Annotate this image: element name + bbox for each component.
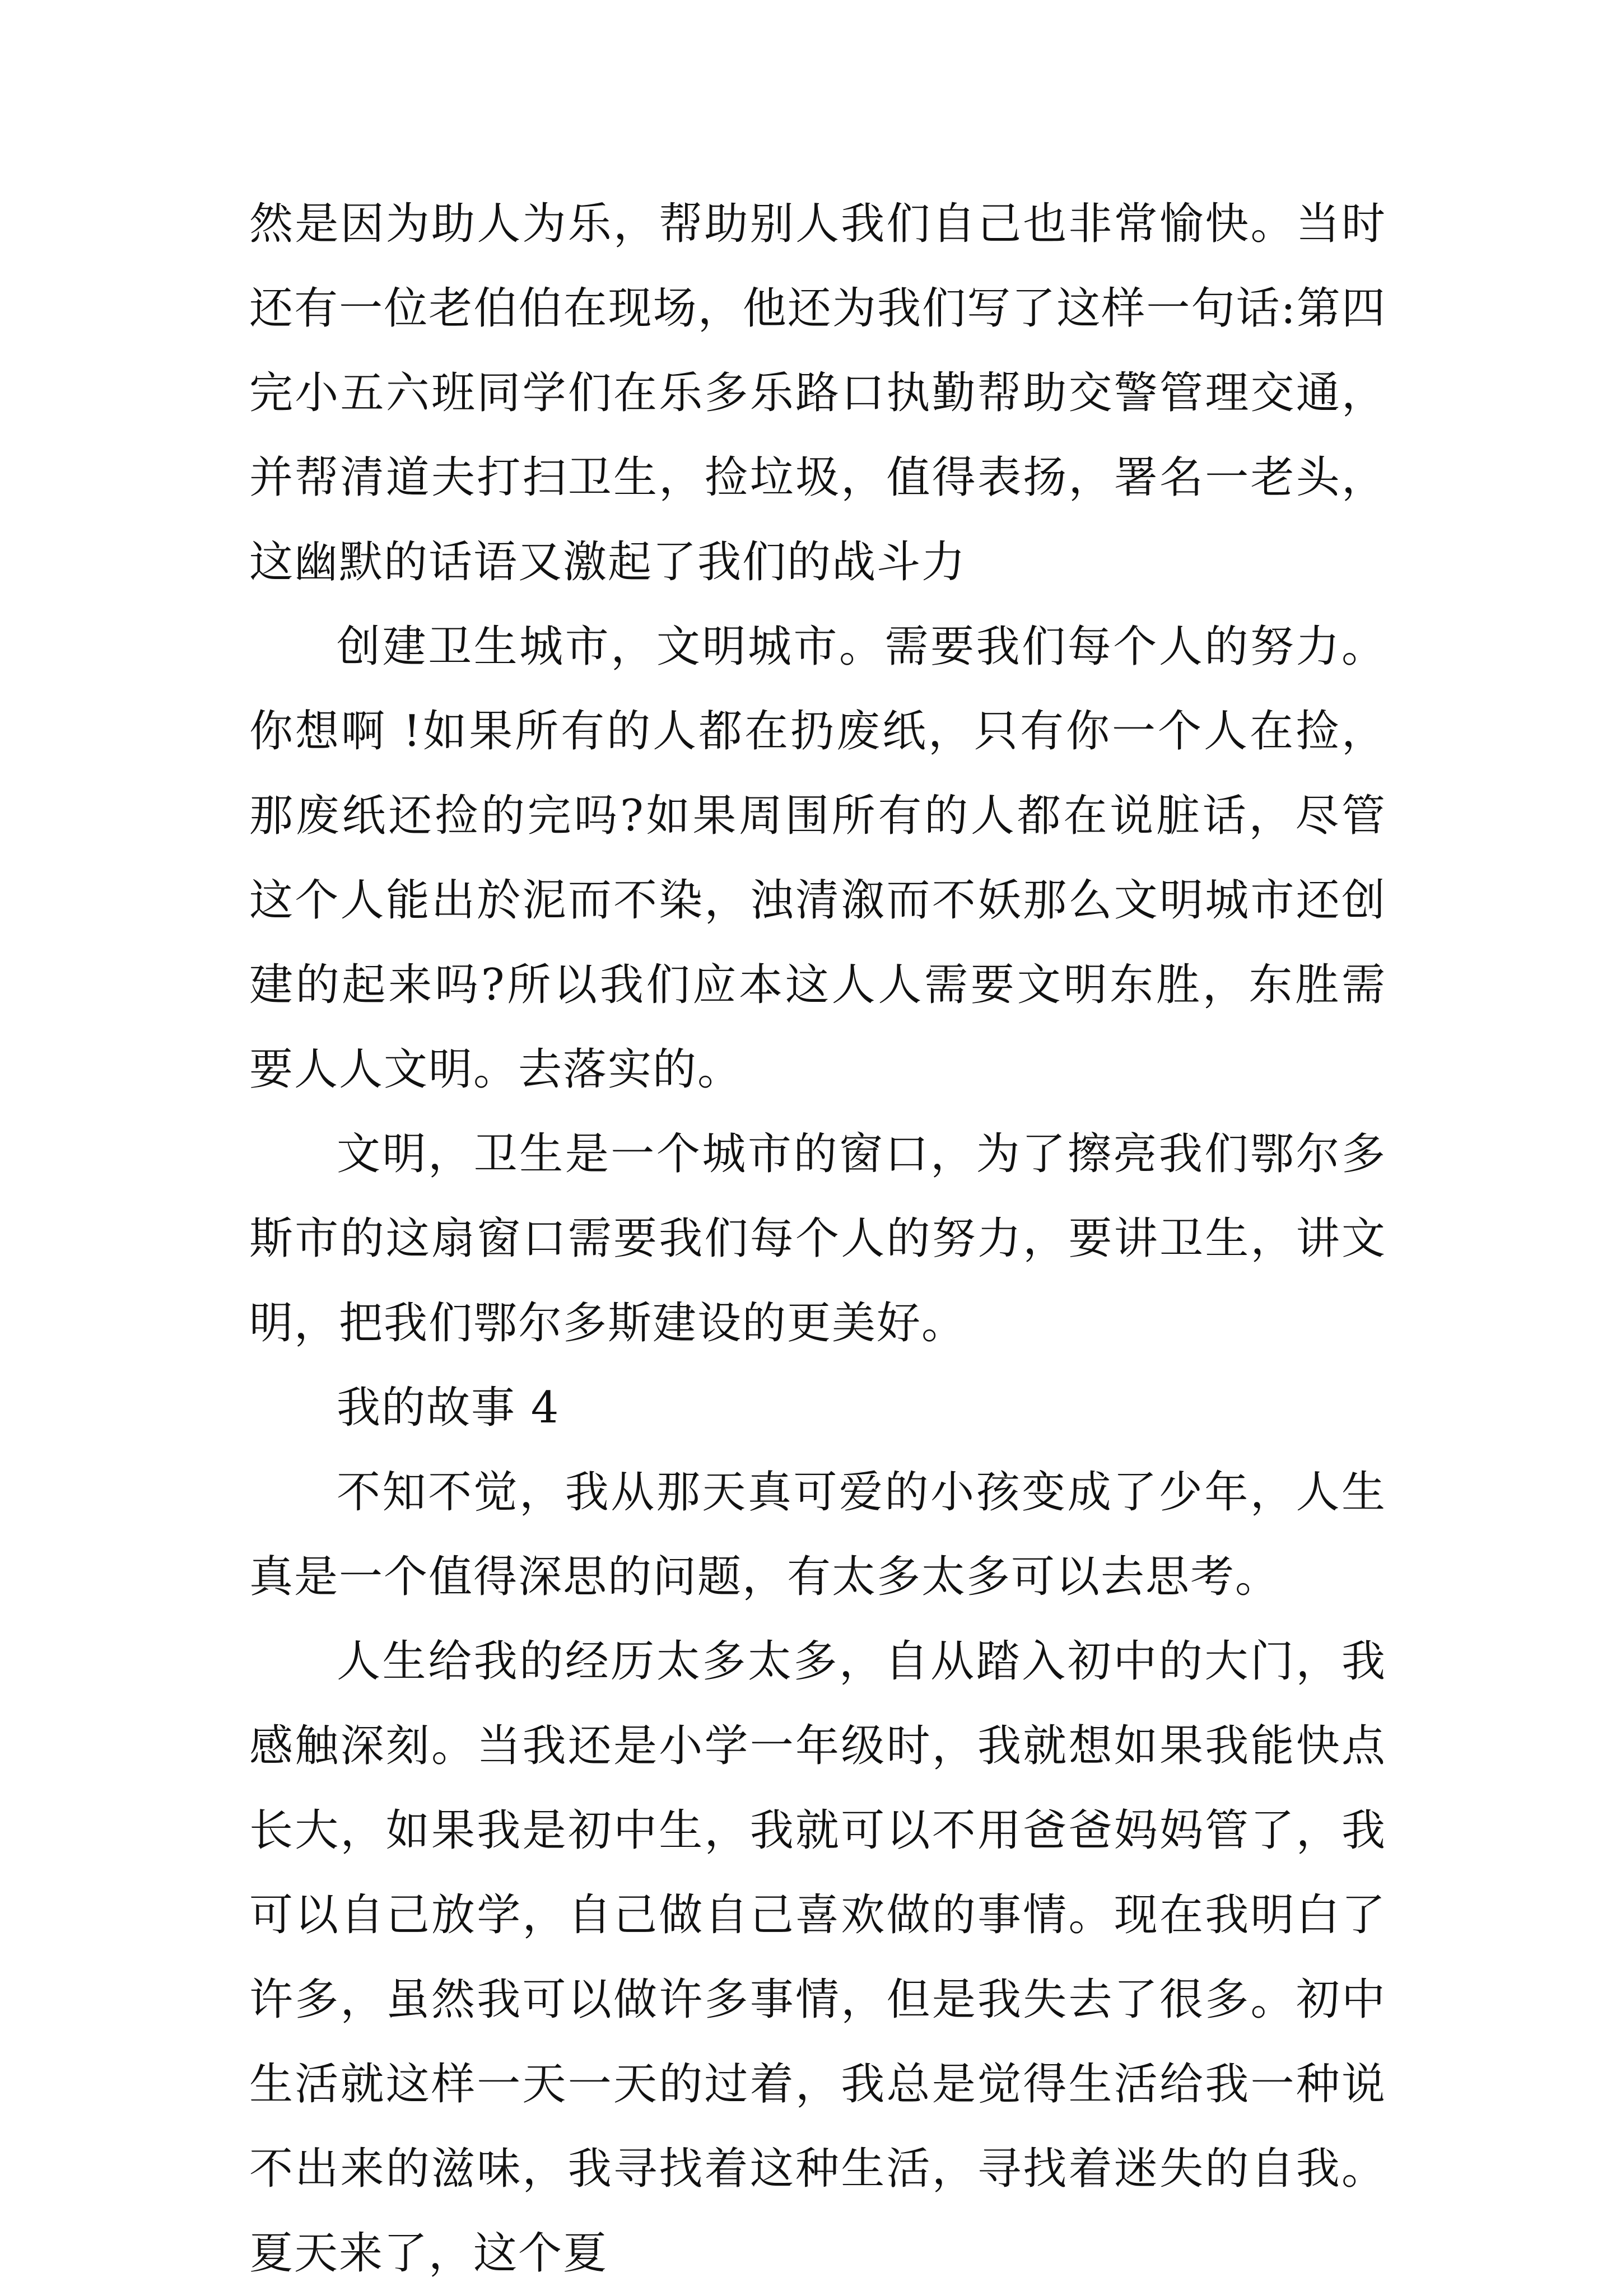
- paragraph-continued: 然是因为助人为乐，帮助别人我们自己也非常愉快。当时还有一位老伯伯在现场，他还为我们写了这样一句话:第四完小五六班同学们在乐多乐路口执勤帮助交警管理交通，并帮清道夫打扫卫生，捡垃圾，值得表扬，署名一老头，这幽默的话语又激起了我们的战斗力: [249, 199, 1386, 587]
- paragraph-growing-up: 不知不觉，我从那天真可爱的小孩变成了少年，人生真是一个值得深思的问题，有太多太多可以去思考。: [249, 1467, 1386, 1602]
- document-body: [249, 182, 1386, 2296]
- paragraph-civilized-city: 创建卫生城市，文明城市。需要我们每个人的努力。你想啊 !如果所有的人都在扔废纸，只有你一个人在捡，那废纸还捡的完吗?如果周围所有的人都在说脏话，尽管这个人能出於泥而不染，浊清溆而不妖那么文明城市还创建的起来吗?所以我们应本这人人需要文明东胜，东胜需要人人文明。去落实的。: [249, 622, 1386, 1095]
- paragraph-middle-school: 人生给我的经历太多太多，自从踏入初中的大门，我感触深刻。当我还是小学一年级时，我就想如果我能快点长大，如果我是初中生，我就可以不用爸爸妈妈管了，我可以自己放学，自己做自己喜欢做的事情。现在我明白了许多，虽然我可以做许多事情，但是我失去了很多。初中生活就这样一天一天的过着，我总是觉得生活给我一种说不出来的滋味，我寻找着这种生活，寻找着迷失的自我。夏天来了，这个夏: [249, 1636, 1386, 2279]
- section-heading: 我的故事 4: [337, 1383, 560, 1433]
- paragraph-city-window: 文明，卫生是一个城市的窗口，为了擦亮我们鄂尔多斯市的这扇窗口需要我们每个人的努力，要讲卫生，讲文明，把我们鄂尔多斯建设的更美好。: [249, 1129, 1386, 1348]
